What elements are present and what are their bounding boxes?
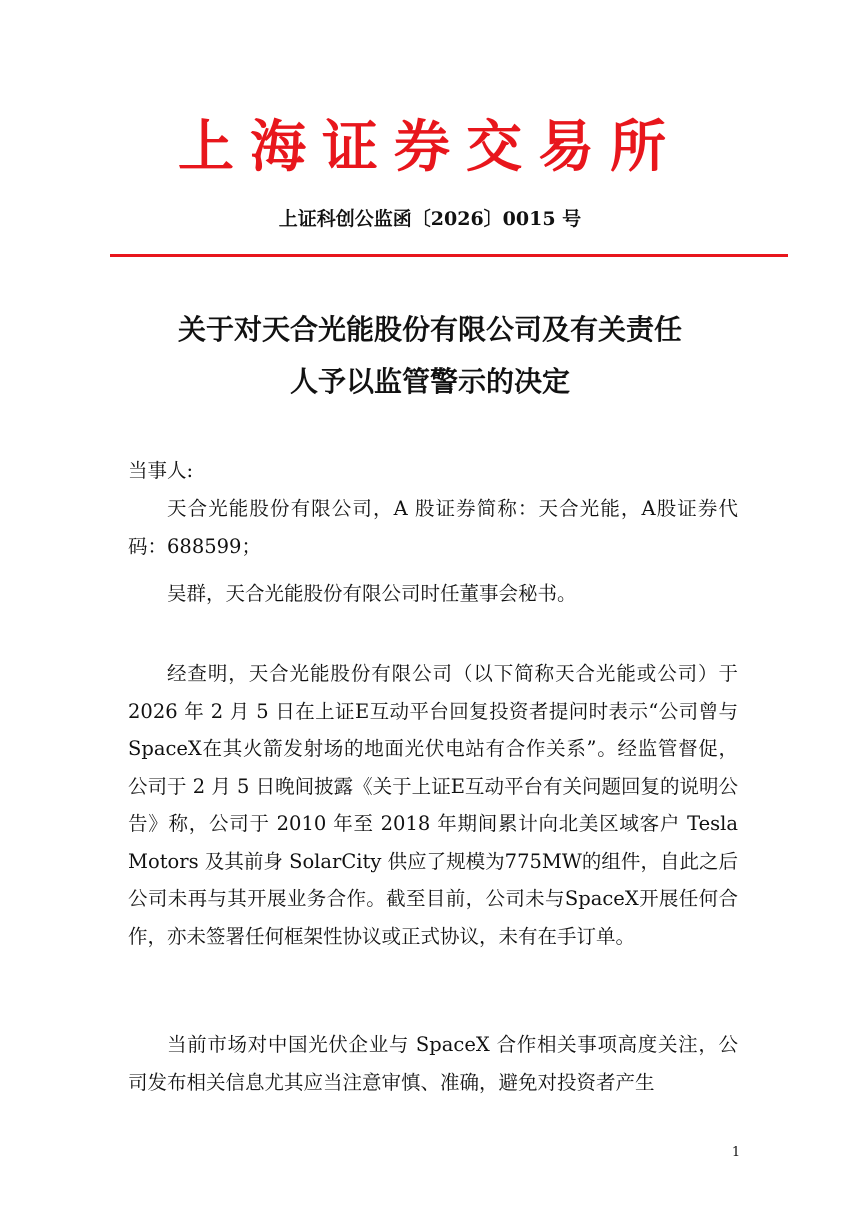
- header-divider: [110, 254, 788, 257]
- document-number: 上证科创公监函〔2026〕0015 号: [278, 208, 582, 230]
- title-line-1: 关于对天合光能股份有限公司及有关责任: [177, 313, 682, 346]
- parties-label: 当事人:: [128, 459, 194, 482]
- issuer-name: 上海证券交易所: [178, 114, 682, 180]
- body-paragraph: 当前市场对中国光伏企业与 SpaceX 合作相关事项高度关注，公司发布相关信息尤其应当注意审慎、准确，避免对投资者产生: [128, 1033, 738, 1094]
- body-paragraph: 经查明，天合光能股份有限公司（以下简称天合光能或公司）于 2026 年 2 月 5 日在上证E互动平台回复投资者提问时表示“公司曾与SpaceX在其火箭发射场的地面光伏电站有合作关系”。经监管督促，公司于 2 月 5 日晚间披露《关于上证E互动平台有关问题回复的说明公告》称，公司于 2010 年至 2018 年期间累计向北美区域客户 Tesla Motors 及其前身 SolarCity 供应了规模为775MW的组件，自此之后公司未再与其开展业务合作。截至目前，公司未与SpaceX开展任何合作，亦未签署任何框架性协议或正式协议，未有在手订单。: [128, 662, 738, 948]
- title-line-2: 人予以监管警示的决定: [289, 365, 570, 398]
- party-item: 吴群，天合光能股份有限公司时任董事会秘书。: [167, 582, 577, 605]
- document-title: [0, 304, 860, 408]
- page-number: 1: [731, 1145, 741, 1160]
- party-item: 天合光能股份有限公司，A 股证券简称：天合光能，A股证券代码：688599；: [128, 497, 738, 558]
